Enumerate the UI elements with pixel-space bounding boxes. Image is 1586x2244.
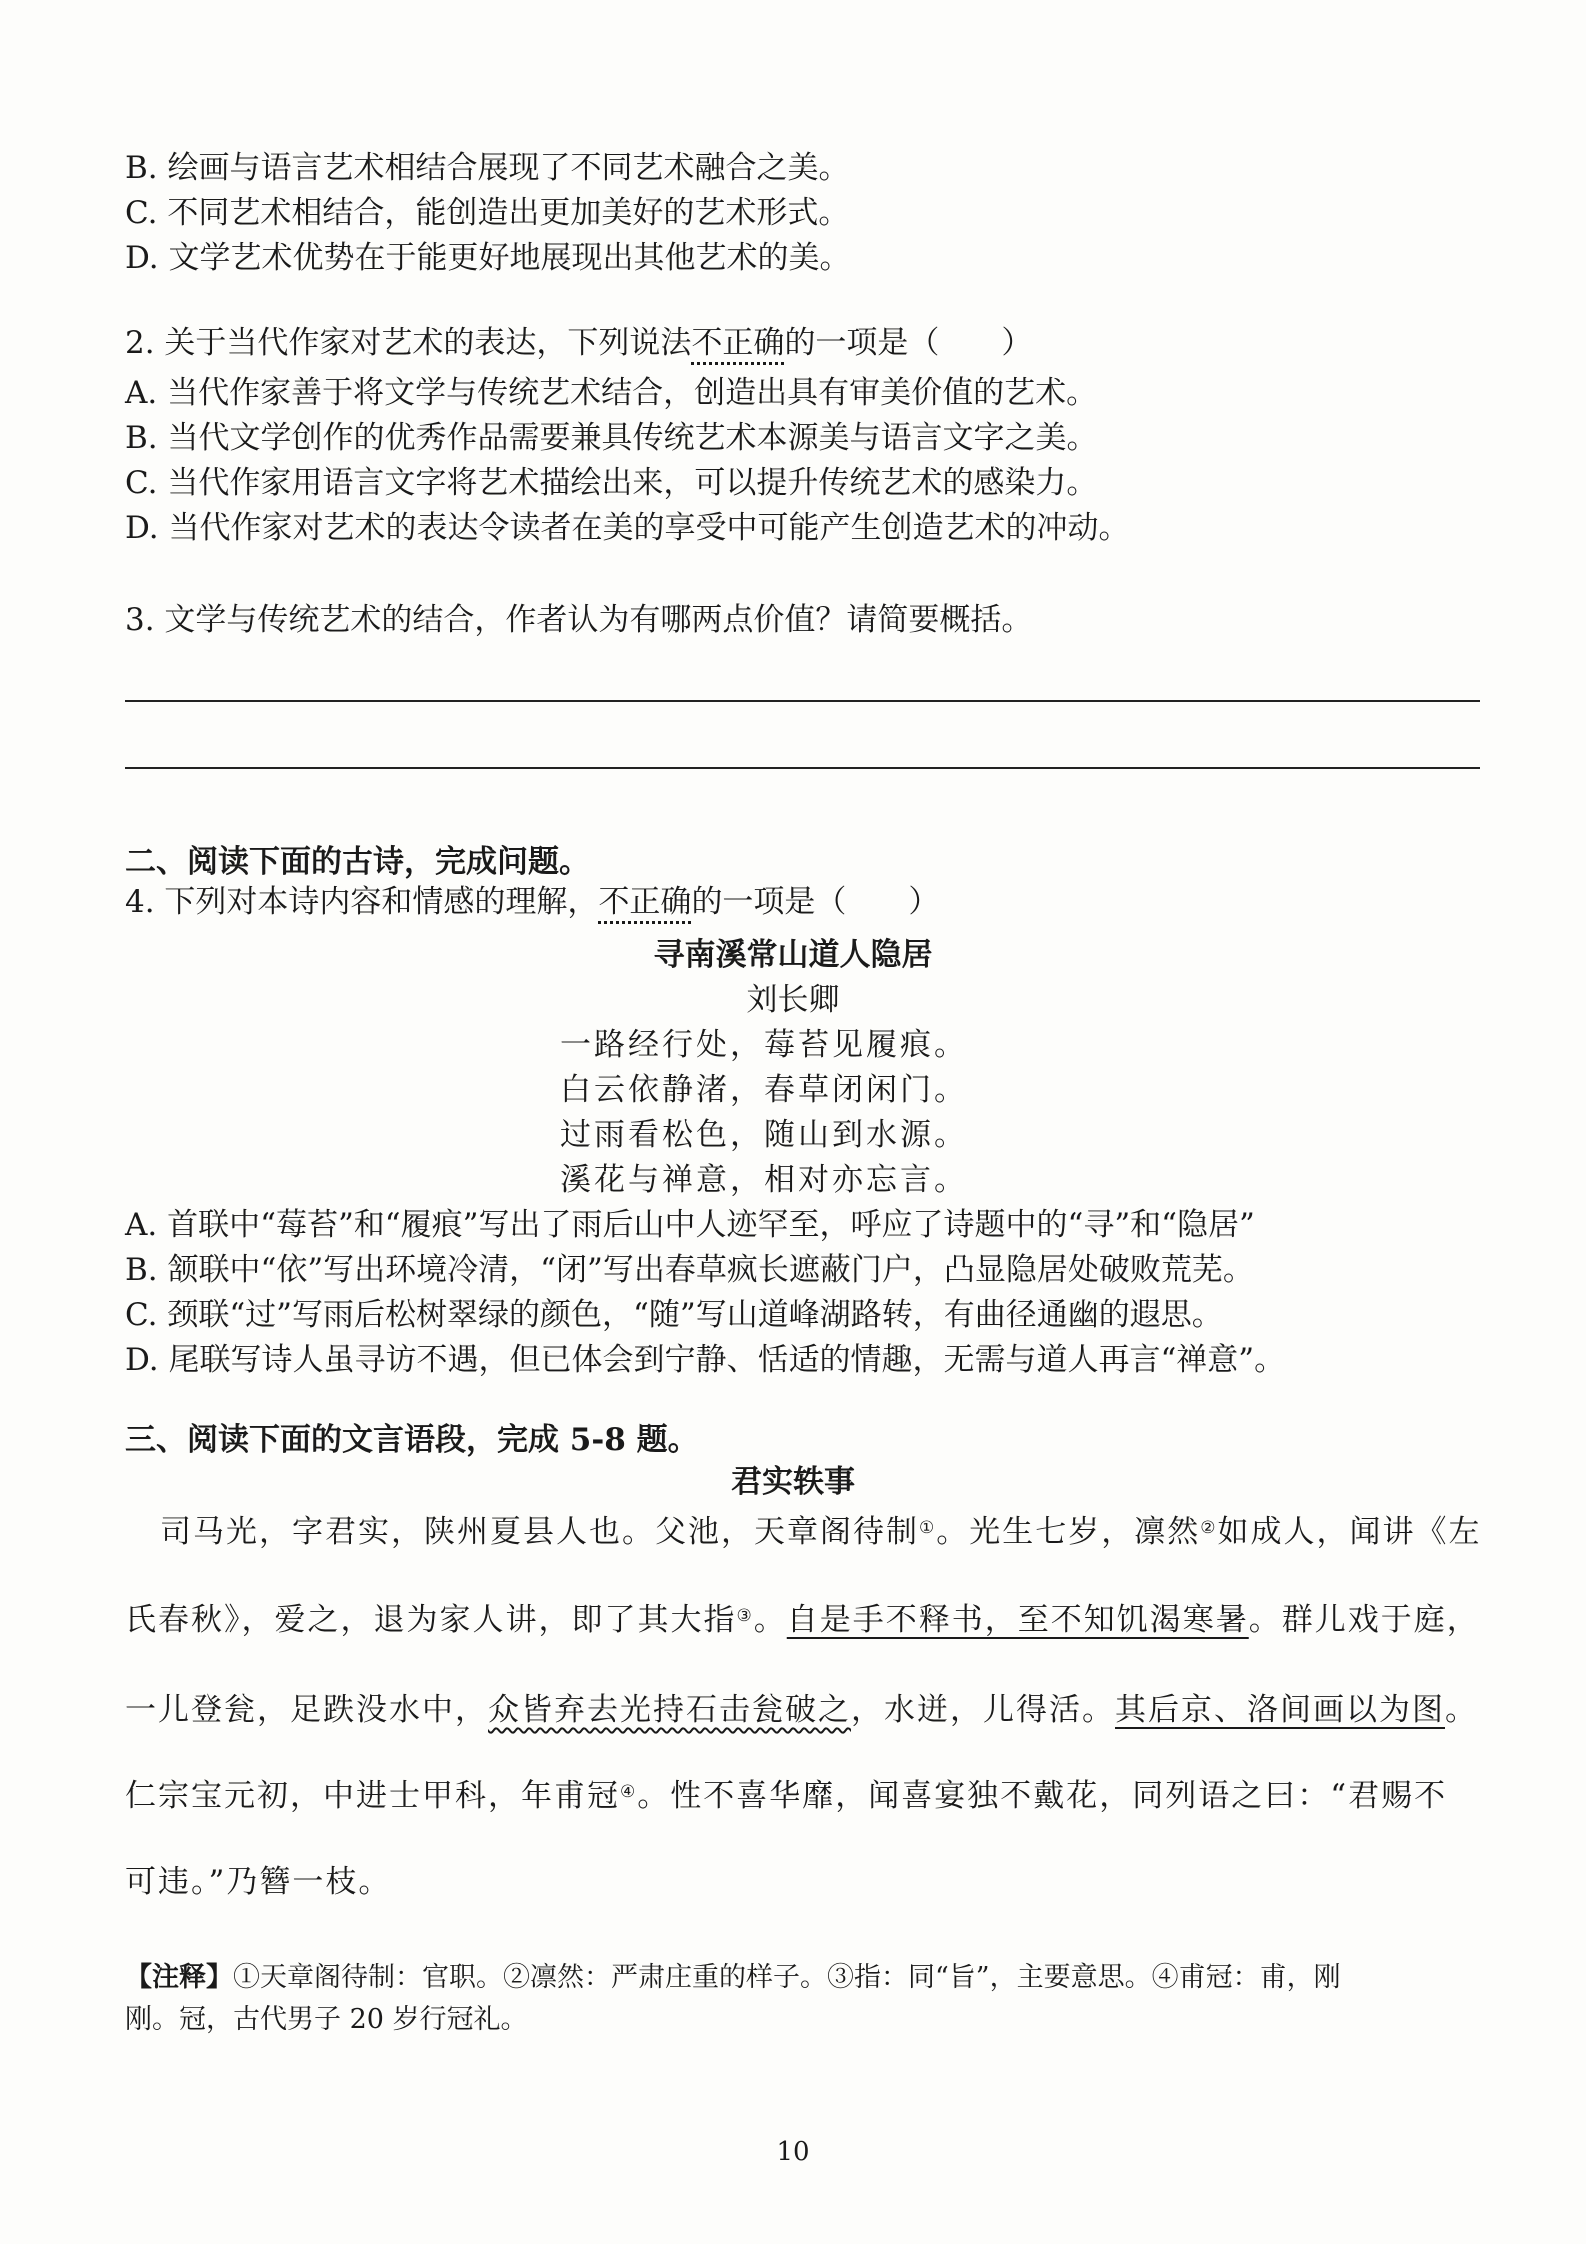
passage-line-3	[125, 1690, 1478, 1730]
answer-line-1[interactable]	[125, 700, 1480, 702]
text: 。光生七岁，凛然	[936, 1514, 1201, 1550]
q1-option-c: C. 不同艺术相结合，能创造出更加美好的艺术形式。	[125, 195, 850, 231]
q1-option-d: D. 文学艺术优势在于能更好地展现出其他艺术的美。	[125, 240, 851, 276]
poem-title: 寻南溪常山道人隐居	[653, 937, 933, 973]
passage-line-4	[125, 1776, 1447, 1816]
q2-option-c: C. 当代作家用语言文字将艺术描绘出来，可以提升传统艺术的感染力。	[125, 465, 1098, 501]
passage-line-1	[160, 1512, 1482, 1552]
q4-stem-before: 4. 下列对本诗内容和情感的理解，	[125, 884, 599, 920]
q4-option-a: A. 首联中“莓苔”和“履痕”写出了雨后山中人迹罕至，呼应了诗题中的“寻”和“隐居”	[125, 1207, 1255, 1243]
text: 仁宗宝元初，中进士甲科，年甫冠	[125, 1778, 620, 1814]
underlined-sentence-2: 其后京、洛间画以为图	[1115, 1692, 1445, 1728]
poem-line-3: 过雨看松色，随山到水源。	[560, 1117, 968, 1153]
wavy-underlined-sentence: 众皆弃去光持石击瓮破之	[488, 1692, 851, 1728]
text: 。	[1445, 1692, 1478, 1728]
section-3-heading: 三、阅读下面的文言语段，完成 5-8 题。	[125, 1422, 699, 1458]
q2-stem-before: 2. 关于当代作家对艺术的表达，下列说法	[125, 325, 692, 361]
text: 一儿登瓮，足跌没水中，	[125, 1692, 488, 1728]
notes-label: 【注释】	[125, 1962, 233, 1993]
poem-author: 刘长卿	[746, 982, 840, 1018]
note-ref-1: ①	[919, 1518, 937, 1538]
passage-line-5: 可违。”乃簪一枝。	[125, 1864, 392, 1900]
text: ①天章阁待制：官职。②凛然：严肃庄重的样子。③指：同“旨”，主要意思。④甫冠：甫，刚	[233, 1962, 1341, 1993]
text: 氏春秋》，爱之，退为家人讲，即了其大指	[125, 1602, 737, 1638]
section-2-heading: 二、阅读下面的古诗，完成问题。	[125, 844, 590, 880]
q4-option-b: B. 颔联中“依”写出环境冷清，“闭”写出春草疯长遮蔽门户，凸显隐居处破败荒芜。	[125, 1252, 1254, 1288]
notes-line-2: 刚。冠，古代男子 20 岁行冠礼。	[125, 2004, 528, 2035]
text: ，水迸，儿得活。	[851, 1692, 1115, 1728]
poem-line-2: 白云依静渚，春草闭闲门。	[560, 1072, 968, 1108]
q1-option-b: B. 绘画与语言艺术相结合展现了不同艺术融合之美。	[125, 150, 850, 186]
text: 。群儿戏于庭，	[1248, 1602, 1480, 1638]
q4-option-d: D. 尾联写诗人虽寻访不遇，但已体会到宁静、恬适的情趣，无需与道人再言“禅意”。	[125, 1342, 1286, 1378]
notes-line-1	[125, 1958, 1341, 1998]
text: 。性不喜华靡，闻喜宴独不戴花，同列语之曰：“君赐不	[637, 1778, 1448, 1814]
q4-stem	[125, 882, 939, 922]
q2-stem	[125, 323, 1032, 363]
text: 司马光，字君实，陕州夏县人也。父池，天章阁待制	[160, 1514, 919, 1550]
poem-line-1: 一路经行处，莓苔见履痕。	[560, 1027, 968, 1063]
passage-title: 君实轶事	[731, 1464, 855, 1500]
passage-line-2	[125, 1600, 1480, 1640]
q2-stem-emphasis: 不正确	[691, 325, 785, 361]
text: 。	[753, 1602, 787, 1638]
q4-stem-emphasis: 不正确	[598, 884, 692, 920]
note-ref-3: ③	[736, 1606, 754, 1626]
note-ref-2: ②	[1200, 1518, 1218, 1538]
q4-stem-after: 的一项是（ ）	[691, 884, 940, 920]
text: 如成人，闻讲《左	[1217, 1514, 1482, 1550]
q2-option-a: A. 当代作家善于将文学与传统艺术结合，创造出具有审美价值的艺术。	[125, 375, 1098, 411]
answer-line-2[interactable]	[125, 767, 1480, 769]
underlined-sentence-1: 自是手不释书，至不知饥渴寒暑	[786, 1602, 1249, 1638]
q3-stem: 3. 文学与传统艺术的结合，作者认为有哪两点价值？请简要概括。	[125, 602, 1033, 638]
q2-option-b: B. 当代文学创作的优秀作品需要兼具传统艺术本源美与语言文字之美。	[125, 420, 1098, 456]
q2-stem-after: 的一项是（ ）	[784, 325, 1033, 361]
poem-line-4: 溪花与禅意，相对亦忘言。	[560, 1162, 968, 1198]
q4-option-c: C. 颈联“过”写雨后松树翠绿的颜色，“随”写山道峰湖路转，有曲径通幽的遐思。	[125, 1297, 1223, 1333]
q2-option-d: D. 当代作家对艺术的表达令读者在美的享受中可能产生创造艺术的冲动。	[125, 510, 1130, 546]
page-number: 10	[776, 2137, 810, 2167]
note-ref-4: ④	[620, 1782, 638, 1802]
